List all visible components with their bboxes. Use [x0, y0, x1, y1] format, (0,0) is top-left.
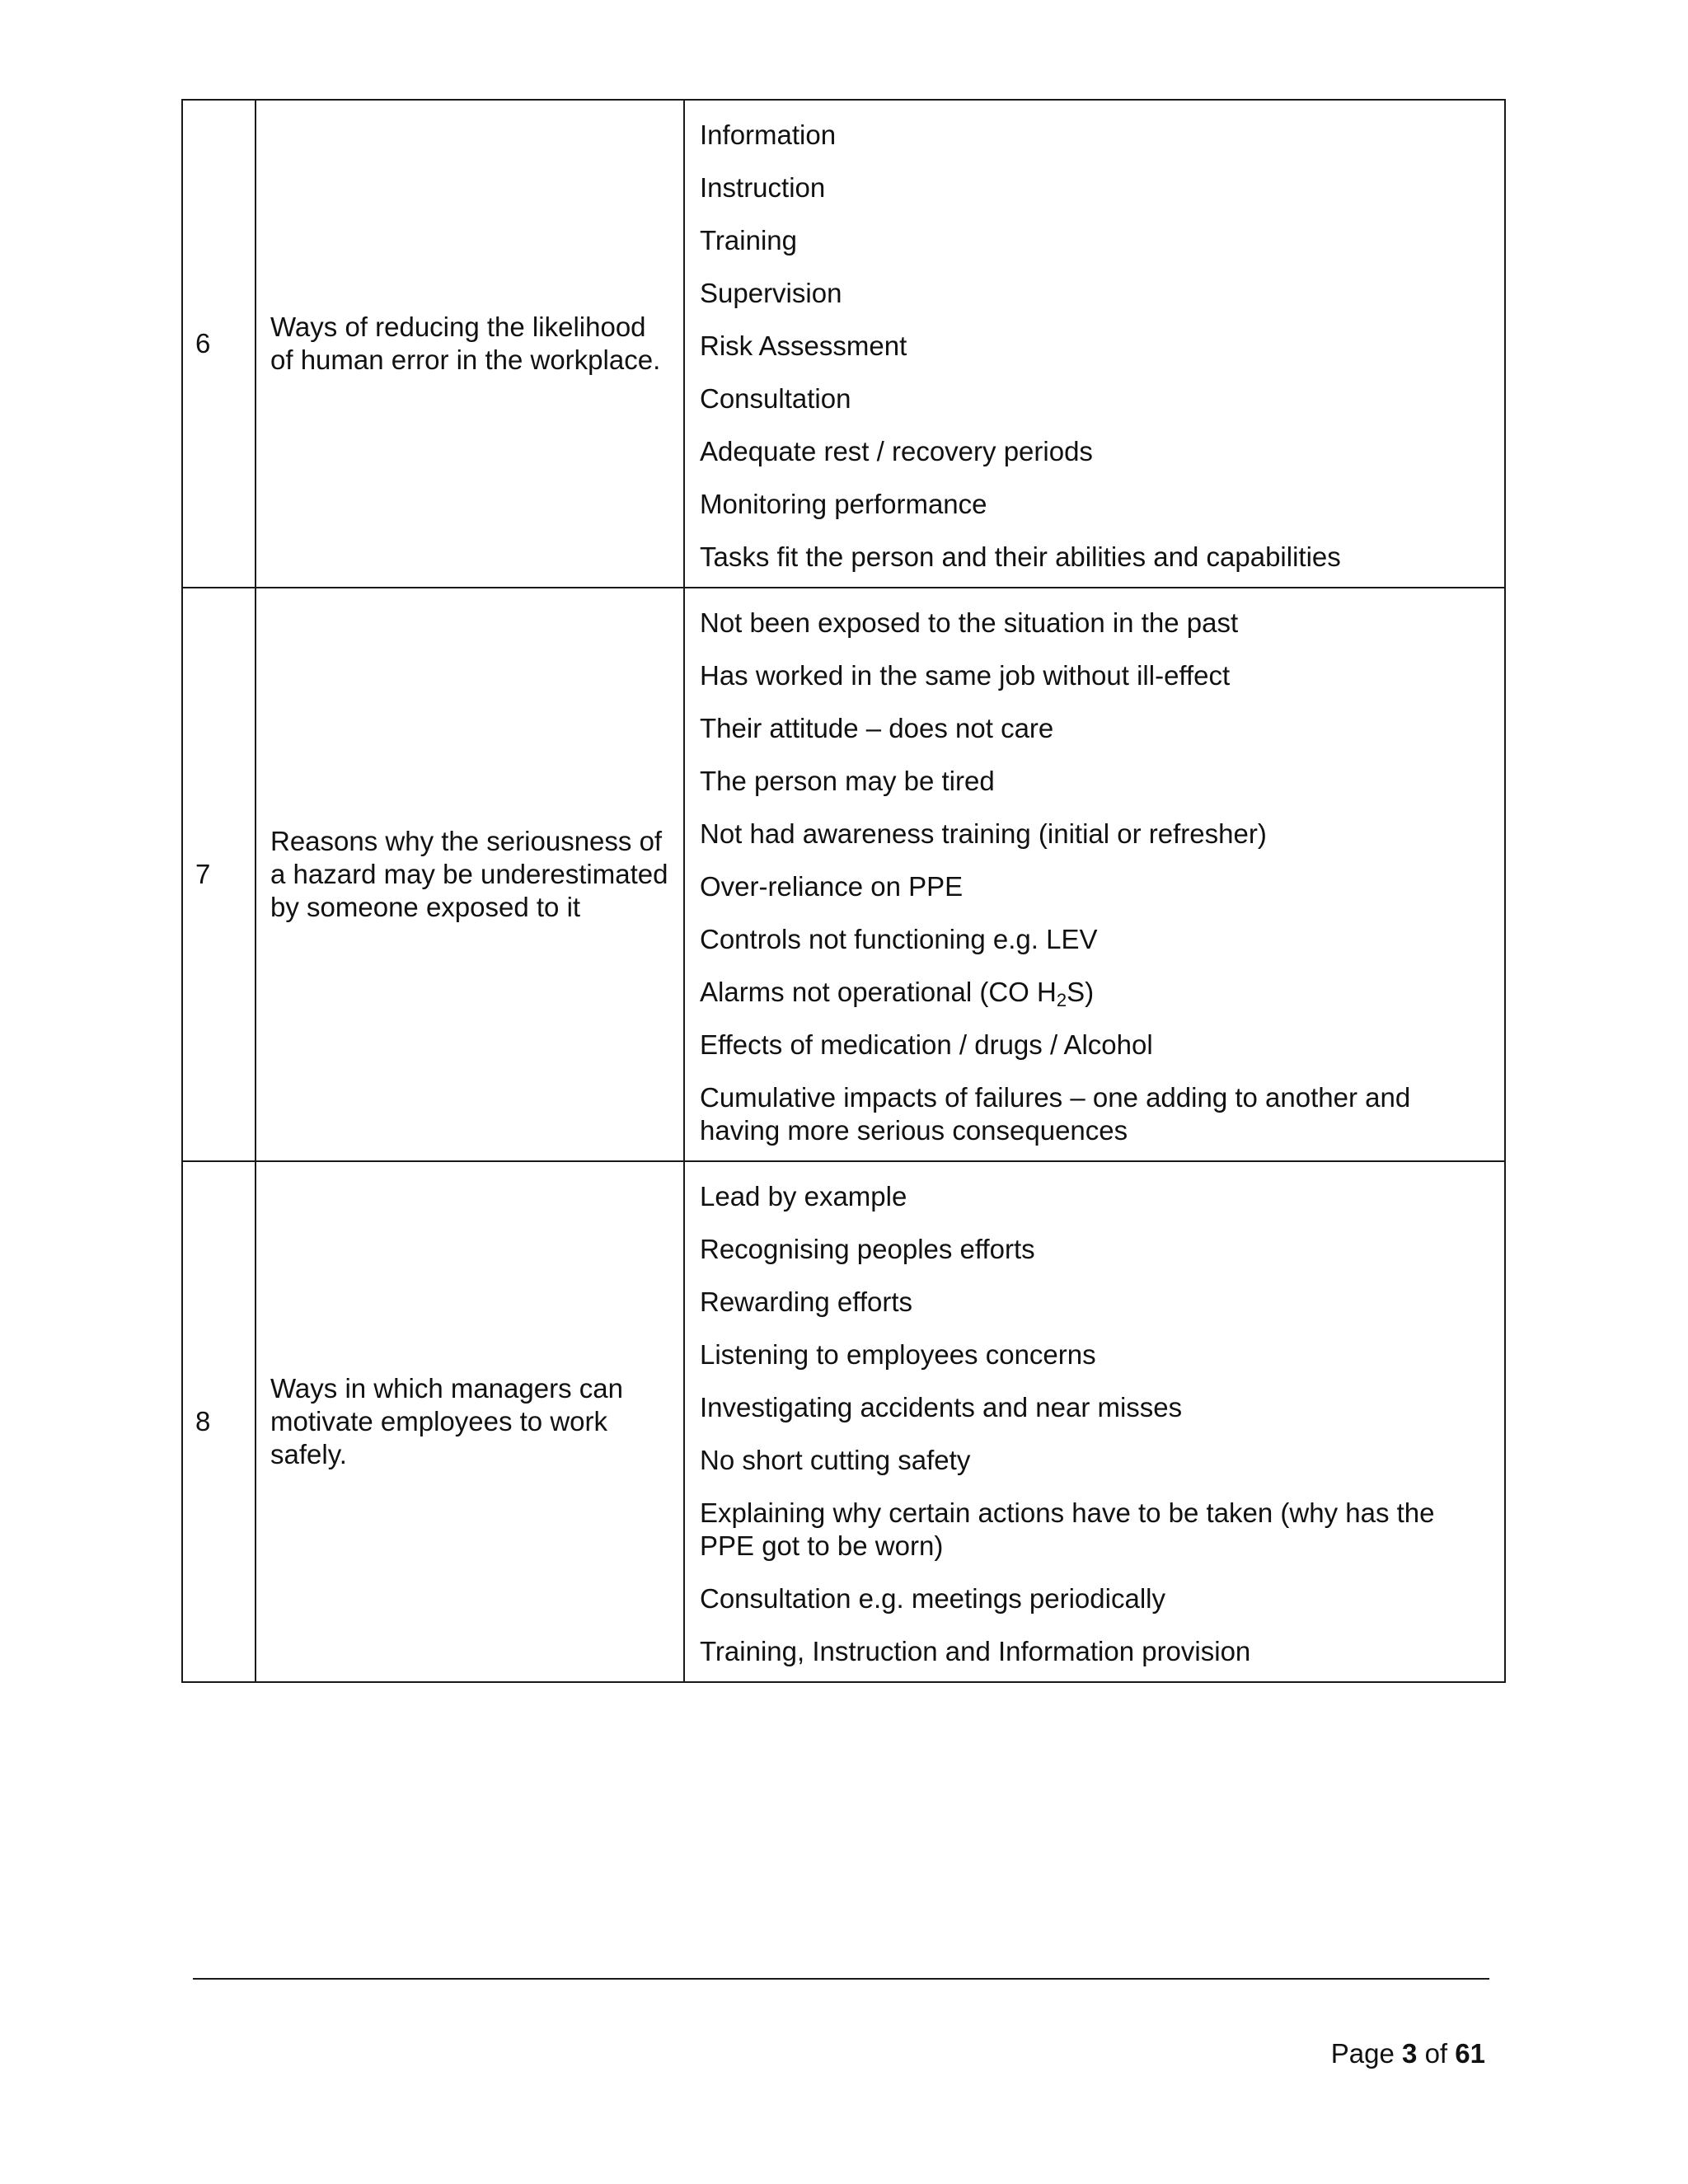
answer-item: Risk Assessment — [700, 330, 907, 361]
table-row — [182, 1161, 1505, 1682]
table-body — [182, 100, 1505, 1682]
answer-item: Their attitude – does not care — [700, 713, 1054, 743]
total-pages: 61 — [1455, 2038, 1485, 2069]
row-number: 7 — [182, 588, 256, 1161]
answer-item: Not had awareness training (initial or refresher) — [700, 818, 1267, 849]
page-separator: of — [1424, 2038, 1448, 2069]
answer-item: Training — [700, 225, 797, 255]
answer-item: The person may be tired — [700, 766, 995, 796]
answer-item: Listening to employees concerns — [700, 1339, 1096, 1370]
row-answers — [684, 588, 1505, 1161]
row-answers — [684, 1161, 1505, 1682]
answer-item: Adequate rest / recovery periods — [700, 436, 1093, 466]
page-prefix: Page — [1330, 2038, 1395, 2069]
answer-item: Explaining why certain actions have to be taken (why has the PPE got to be worn) — [700, 1497, 1435, 1561]
current-page: 3 — [1402, 2038, 1418, 2069]
answer-item: Cumulative impacts of failures – one adding to another and having more serious consequences — [700, 1082, 1411, 1146]
answer-item: Information — [700, 120, 837, 150]
answer-item: Instruction — [700, 172, 826, 203]
answer-item: Investigating accidents and near misses — [700, 1392, 1183, 1422]
answer-item: Has worked in the same job without ill-effect — [700, 660, 1231, 691]
row-topic: Ways in which managers can motivate employees to work safely. — [256, 1161, 684, 1682]
answer-item: Recognising peoples efforts — [700, 1234, 1035, 1264]
document-page — [181, 99, 1504, 1683]
answer-item: Consultation e.g. meetings periodically — [700, 1583, 1165, 1614]
answer-subscript: 2 — [1056, 990, 1067, 1010]
table-row — [182, 100, 1505, 588]
answer-item: Training, Instruction and Information provision — [700, 1636, 1251, 1666]
answer-item: Controls not functioning e.g. LEV — [700, 924, 1098, 954]
answer-item: No short cutting safety — [700, 1445, 971, 1475]
page-number — [1331, 2037, 1485, 2070]
answer-item: Over-reliance on PPE — [700, 871, 964, 902]
answers-table — [181, 99, 1506, 1683]
table-row — [182, 588, 1505, 1161]
answer-item: Lead by example — [700, 1181, 907, 1212]
answer-item: Not been exposed to the situation in the past — [700, 607, 1239, 638]
row-number: 6 — [182, 100, 256, 588]
answer-item: Consultation — [700, 383, 851, 414]
answer-item: Effects of medication / drugs / Alcohol — [700, 1029, 1153, 1060]
answer-item: Supervision — [700, 278, 842, 308]
answer-text: Alarms not operational (CO H — [700, 977, 1057, 1007]
answer-item: Monitoring performance — [700, 489, 987, 519]
answer-item: Rewarding efforts — [700, 1286, 913, 1317]
row-answers — [684, 100, 1505, 588]
answer-item: Tasks fit the person and their abilities and capabilities — [700, 541, 1341, 572]
footer-divider — [193, 1978, 1489, 1980]
row-topic: Ways of reducing the likelihood of human error in the workplace. — [256, 100, 684, 588]
answer-text: S) — [1067, 977, 1095, 1007]
row-number: 8 — [182, 1161, 256, 1682]
row-topic: Reasons why the seriousness of a hazard may be underestimated by someone exposed to it — [256, 588, 684, 1161]
answer-item — [700, 976, 1488, 1009]
